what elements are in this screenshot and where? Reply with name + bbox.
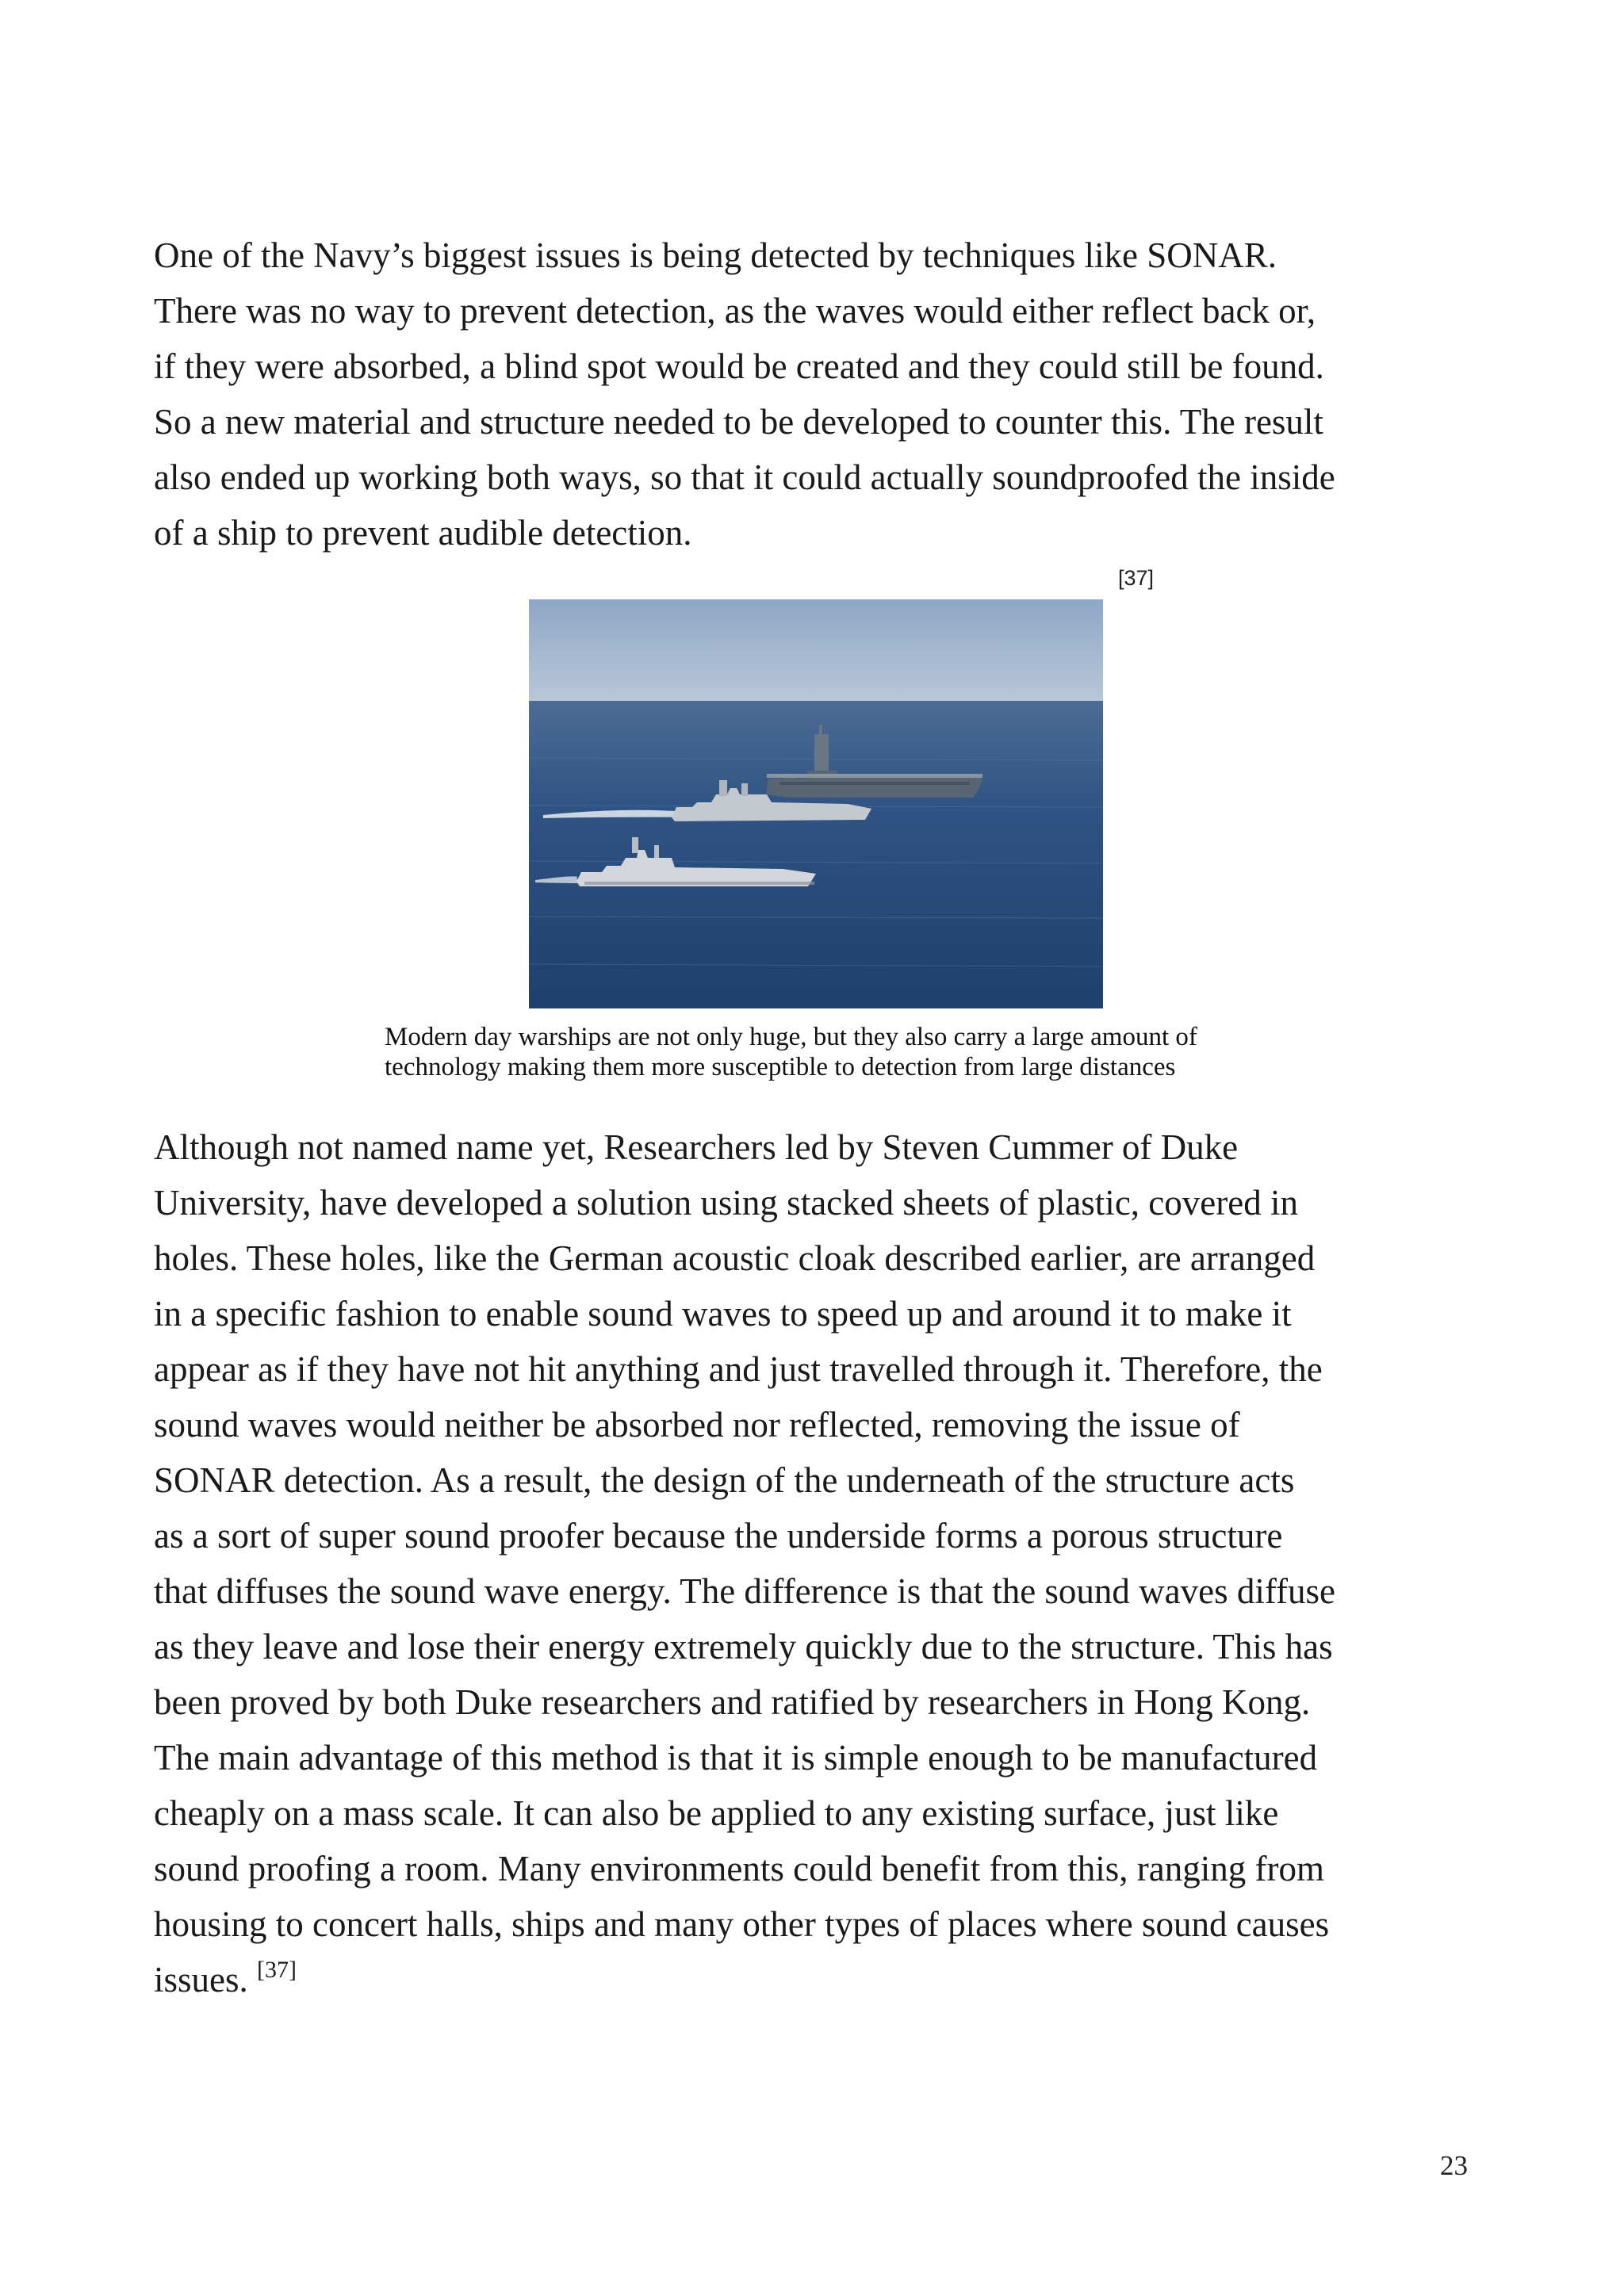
caption-line: technology making them more susceptible to detection from large distances bbox=[385, 1053, 1176, 1081]
text-line: There was no way to prevent detection, as the waves would either reflect back or, bbox=[154, 291, 1316, 331]
paragraph-acoustic-solution bbox=[154, 1119, 1486, 2007]
last-line-text: issues. bbox=[154, 1960, 248, 1999]
paragraph-navy-detection bbox=[154, 228, 1486, 561]
page-number: 23 bbox=[1440, 2150, 1468, 2181]
text-line: cheaply on a mass scale. It can also be applied to any existing surface, just like bbox=[154, 1793, 1279, 1833]
text-line: University, have developed a solution using stacked sheets of plastic, covered in bbox=[154, 1183, 1298, 1223]
text-line: if they were absorbed, a blind spot would be created and they could still be found. bbox=[154, 346, 1324, 386]
figure-reference: [37] bbox=[1118, 566, 1155, 590]
caption-line: Modern day warships are not only huge, but they also carry a large amount of bbox=[385, 1023, 1197, 1051]
text-line-last bbox=[154, 1952, 1486, 2007]
text-line: sound waves would neither be absorbed nor reflected, removing the issue of bbox=[154, 1405, 1240, 1445]
text-line: The main advantage of this method is that it is simple enough to be manufactured bbox=[154, 1738, 1318, 1777]
text-line: One of the Navy’s biggest issues is being detected by techniques like SONAR. bbox=[154, 235, 1277, 275]
text-line: appear as if they have not hit anything and just travelled through it. Therefore, the bbox=[154, 1349, 1323, 1389]
figure-caption bbox=[385, 1022, 1336, 1082]
text-line: also ended up working both ways, so that it could actually soundproofed the inside bbox=[154, 457, 1335, 497]
text-line: Although not named name yet, Researchers led by Steven Cummer of Duke bbox=[154, 1127, 1239, 1167]
warships-photo bbox=[529, 599, 1103, 1008]
inline-reference: [37] bbox=[257, 1957, 297, 1983]
text-line: of a ship to prevent audible detection. bbox=[154, 513, 692, 553]
text-line: in a specific fashion to enable sound waves to speed up and around it to make it bbox=[154, 1294, 1292, 1334]
text-line: So a new material and structure needed to be developed to counter this. The result bbox=[154, 402, 1323, 442]
text-line: as they leave and lose their energy extremely quickly due to the structure. This has bbox=[154, 1627, 1333, 1667]
text-line: sound proofing a room. Many environments could benefit from this, ranging from bbox=[154, 1849, 1324, 1888]
text-line: as a sort of super sound proofer because the underside forms a porous structure bbox=[154, 1516, 1283, 1556]
text-line: SONAR detection. As a result, the design of the underneath of the structure acts bbox=[154, 1460, 1295, 1500]
text-line: housing to concert halls, ships and many other types of places where sound causes bbox=[154, 1904, 1330, 1944]
text-line: that diffuses the sound wave energy. The difference is that the sound waves diffuse bbox=[154, 1571, 1336, 1611]
text-line: holes. These holes, like the German acoustic cloak described earlier, are arranged bbox=[154, 1238, 1316, 1278]
text-line: been proved by both Duke researchers and ratified by researchers in Hong Kong. bbox=[154, 1682, 1311, 1722]
